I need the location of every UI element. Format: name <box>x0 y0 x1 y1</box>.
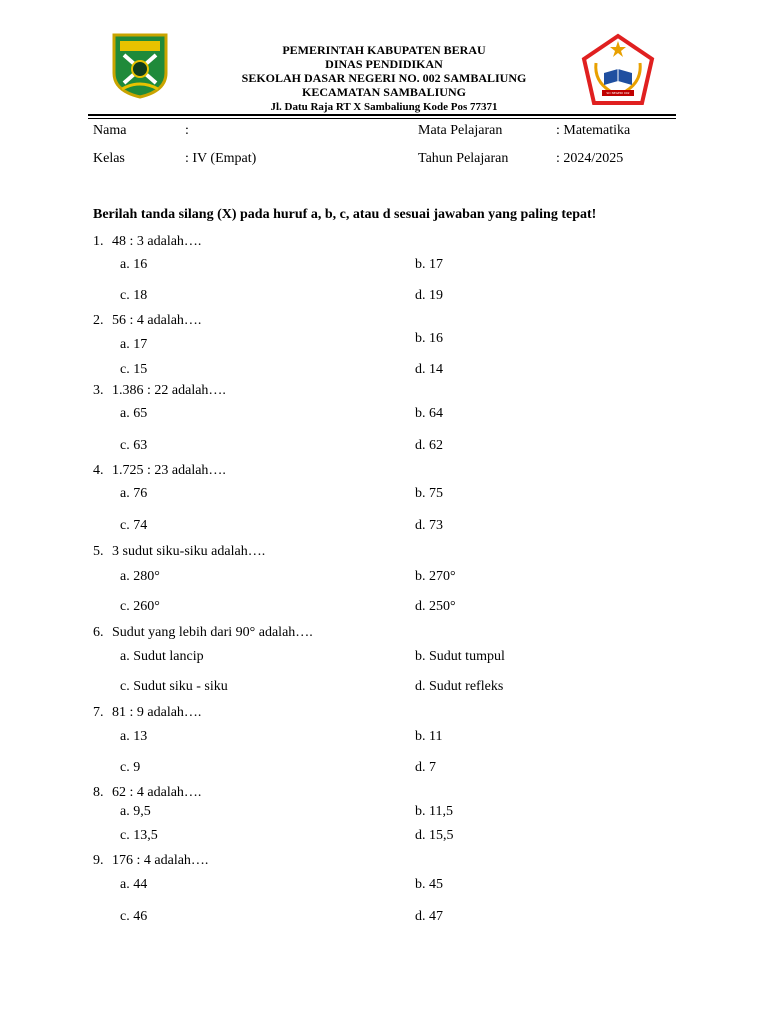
question-text: 62 : 4 adalah…. <box>112 785 202 800</box>
option-c: c. 260° <box>120 599 160 614</box>
question-number: 3. <box>93 383 104 398</box>
option-b: b. 17 <box>415 257 443 272</box>
header-address: Jl. Datu Raja RT X Sambaliung Kode Pos 77371 <box>270 101 498 113</box>
mapel-label: Mata Pelajaran <box>418 123 503 138</box>
option-d: d. 14 <box>415 362 443 377</box>
mapel-value: : Matematika <box>556 123 631 138</box>
option-b: b. 16 <box>415 331 443 346</box>
nama-colon: : <box>185 123 189 138</box>
option-c: c. 63 <box>120 438 148 453</box>
question-text: 56 : 4 adalah…. <box>112 313 202 328</box>
option-c: c. 46 <box>120 909 148 924</box>
option-b: b. Sudut tumpul <box>415 649 505 664</box>
nama-label: Nama <box>93 123 127 138</box>
option-d: d. 7 <box>415 760 436 775</box>
tahun-label: Tahun Pelajaran <box>418 151 509 166</box>
question-number: 6. <box>93 625 104 640</box>
question-number: 9. <box>93 853 104 868</box>
option-c: c. 15 <box>120 362 148 377</box>
header-line-4: KECAMATAN SAMBALIUNG <box>302 85 466 99</box>
option-b: b. 64 <box>415 406 443 421</box>
tahun-value: : 2024/2025 <box>556 151 624 166</box>
option-a: a. 280° <box>120 569 160 584</box>
option-d: d. 15,5 <box>415 828 454 843</box>
option-a: a. 13 <box>120 729 148 744</box>
question-text: Sudut yang lebih dari 90° adalah…. <box>112 625 313 640</box>
header-line-1: PEMERINTAH KABUPATEN BERAU <box>282 43 486 57</box>
option-b: b. 75 <box>415 486 443 501</box>
header-rule-thin <box>88 118 676 119</box>
header-rule-thick <box>88 114 676 116</box>
question-number: 7. <box>93 705 104 720</box>
question-number: 2. <box>93 313 104 328</box>
question-text: 81 : 9 adalah…. <box>112 705 202 720</box>
option-a: a. 65 <box>120 406 148 421</box>
option-a: a. 76 <box>120 486 148 501</box>
option-c: c. 74 <box>120 518 148 533</box>
question-text: 1.386 : 22 adalah…. <box>112 383 226 398</box>
question-number: 1. <box>93 234 104 249</box>
option-d: d. 250° <box>415 599 456 614</box>
question-text: 176 : 4 adalah…. <box>112 853 209 868</box>
option-a: a. 44 <box>120 877 148 892</box>
option-d: d. 62 <box>415 438 443 453</box>
school-logo-text: SD NEGERI 002 SAMBALIUNG <box>606 91 630 101</box>
kelas-label: Kelas <box>93 151 125 166</box>
question-text: 3 sudut siku-siku adalah…. <box>112 544 266 559</box>
question-number: 8. <box>93 785 104 800</box>
option-a: a. Sudut lancip <box>120 649 204 664</box>
option-c: c. Sudut siku - siku <box>120 679 228 694</box>
option-b: b. 270° <box>415 569 456 584</box>
option-b: b. 11,5 <box>415 804 453 819</box>
question-number: 5. <box>93 544 104 559</box>
option-a: a. 9,5 <box>120 804 151 819</box>
option-d: d. Sudut refleks <box>415 679 504 694</box>
option-c: c. 13,5 <box>120 828 158 843</box>
instruction: Berilah tanda silang (X) pada huruf a, b, c, atau d sesuai jawaban yang paling tepat! <box>93 207 597 222</box>
option-c: c. 18 <box>120 288 148 303</box>
option-b: b. 45 <box>415 877 443 892</box>
school-logo <box>580 33 656 109</box>
kelas-value: : IV (Empat) <box>185 151 257 166</box>
question-text: 48 : 3 adalah…. <box>112 234 202 249</box>
option-b: b. 11 <box>415 729 443 744</box>
option-c: c. 9 <box>120 760 141 775</box>
option-a: a. 17 <box>120 337 148 352</box>
question-number: 4. <box>93 463 104 478</box>
option-a: a. 16 <box>120 257 148 272</box>
question-text: 1.725 : 23 adalah…. <box>112 463 226 478</box>
option-d: d. 73 <box>415 518 443 533</box>
header-line-3: SEKOLAH DASAR NEGERI NO. 002 SAMBALIUNG <box>241 71 527 85</box>
header-line-2: DINAS PENDIDIKAN <box>325 57 443 71</box>
option-d: d. 47 <box>415 909 443 924</box>
option-d: d. 19 <box>415 288 443 303</box>
